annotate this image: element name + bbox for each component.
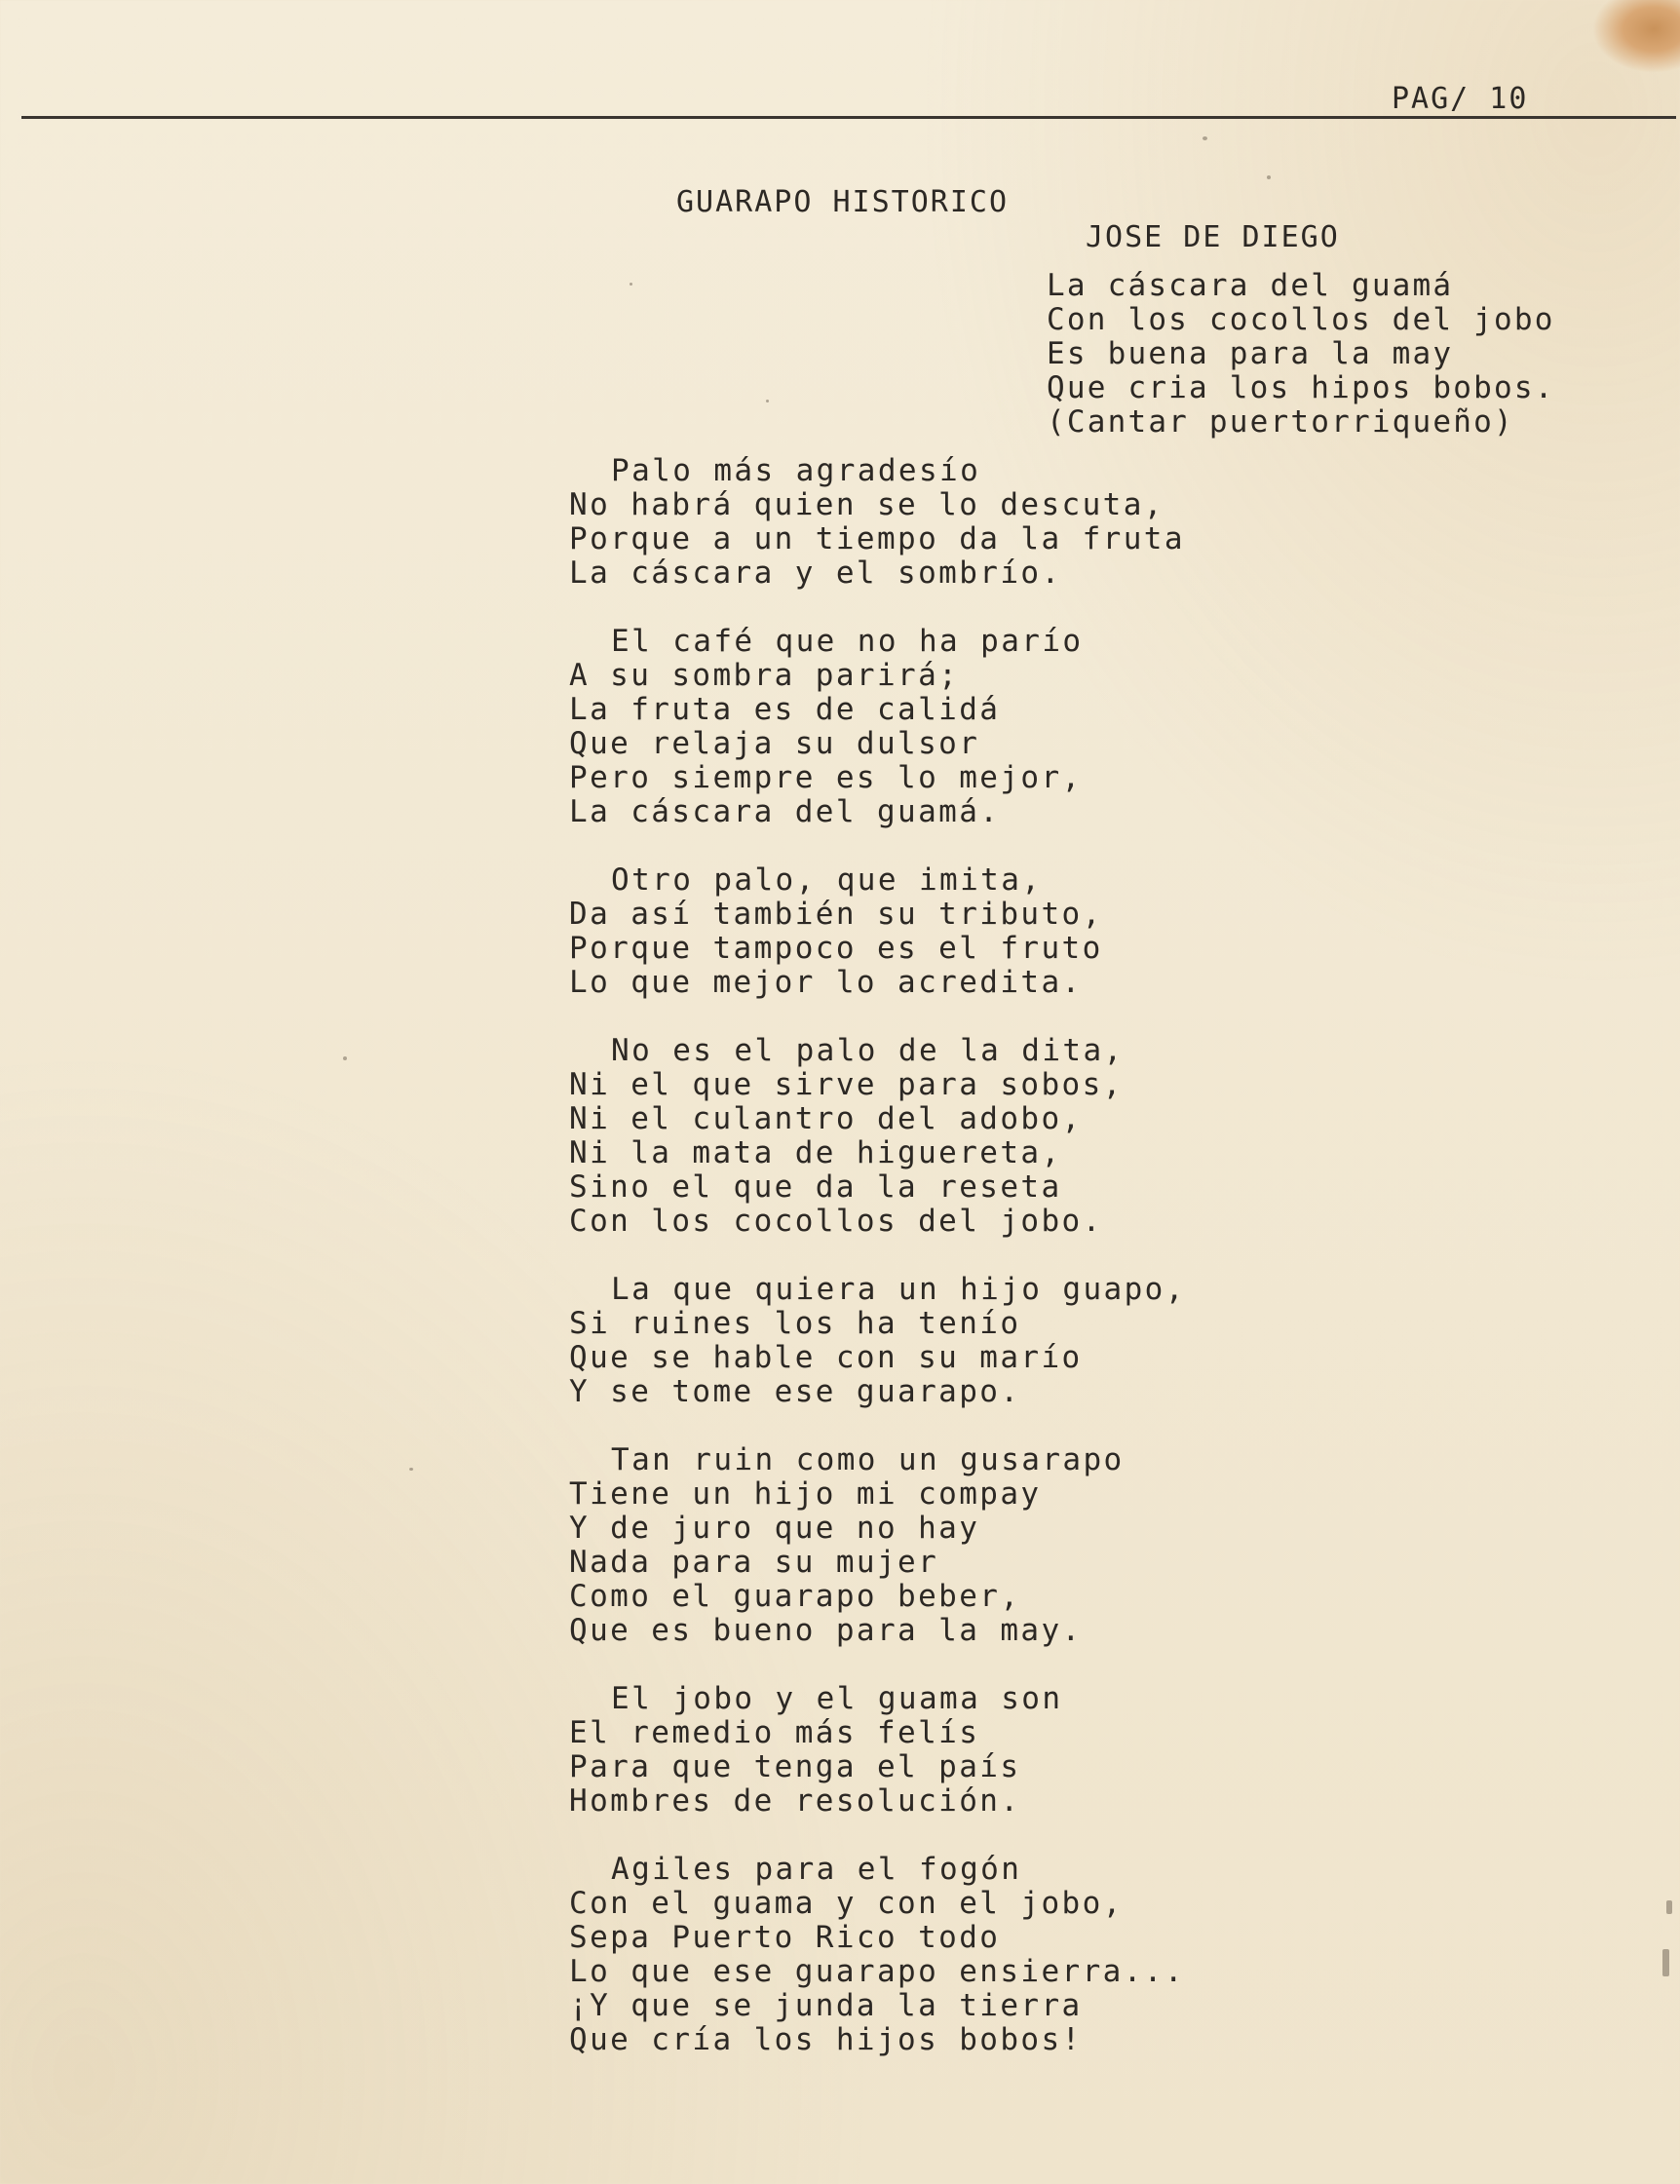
verse-line: Como el guarapo beber,	[569, 1579, 1021, 1614]
verse-line: Porque a un tiempo da la fruta	[569, 521, 1185, 556]
verse-line: A su sombra parirá;	[569, 658, 960, 693]
verse-line: La fruta es de calidá	[569, 692, 1001, 727]
verse-line: Para que tenga el país	[569, 1749, 1021, 1784]
verse-line: Tiene un hijo mi compay	[569, 1476, 1042, 1512]
verse-line: Pero siempre es lo mejor,	[569, 760, 1083, 795]
poem-author: JOSE DE DIEGO	[1086, 220, 1340, 254]
paper-speck	[766, 400, 769, 402]
verse-line: ¡Y que se junda la tierra	[569, 1988, 1083, 2023]
verse-line: Con el guama y con el jobo,	[569, 1886, 1124, 1921]
verse-line: Hombres de resolución.	[569, 1783, 1021, 1819]
verse-line: Tan ruin como un gusarapo	[611, 1442, 1125, 1477]
verse-line: La que quiera un hijo guapo,	[611, 1272, 1186, 1307]
verse-line: Ni el que sirve para sobos,	[569, 1067, 1124, 1102]
verse-line: La cáscara del guamá.	[569, 794, 1001, 829]
stanza	[569, 454, 1186, 591]
verse-line: Otro palo, que imita,	[611, 862, 1043, 898]
paper-speck	[630, 283, 632, 286]
epigraph-line: Con los cocollos del jobo	[1047, 302, 1555, 337]
verse-line: Porque tampoco es el fruto	[569, 931, 1103, 966]
stanza	[569, 1443, 1186, 1648]
stanza	[569, 625, 1186, 829]
paper-corner-damage	[1592, 0, 1680, 73]
paper-speck	[343, 1056, 347, 1060]
verse-line: Sino el que da la reseta	[569, 1169, 1062, 1205]
verse-line: Lo que mejor lo acredita.	[569, 965, 1083, 1000]
verse-line: La cáscara y el sombrío.	[569, 556, 1062, 591]
stanza	[569, 1682, 1186, 1819]
poem-title: GUARAPO HISTORICO	[676, 185, 1010, 219]
verse-line: Y de juro que no hay	[569, 1511, 980, 1546]
paper-speck	[1666, 1900, 1672, 1914]
paper-speck	[1267, 175, 1271, 179]
verse-line: No habrá quien se lo descuta,	[569, 487, 1165, 522]
verse-line: Que cría los hijos bobos!	[569, 2022, 1083, 2057]
verse-line: No es el palo de la dita,	[611, 1033, 1125, 1068]
verse-line: El jobo y el guama son	[611, 1681, 1063, 1716]
verse-line: Ni el culantro del adobo,	[569, 1101, 1083, 1136]
epigraph-attribution: (Cantar puertorriqueño)	[1047, 404, 1514, 440]
verse-line: Agiles para el fogón	[611, 1852, 1022, 1887]
verse-line: Con los cocollos del jobo.	[569, 1204, 1103, 1239]
verse-line: El café que no ha parío	[611, 624, 1084, 659]
stanza	[569, 1853, 1186, 2057]
paper-speck	[1203, 136, 1207, 140]
verse-line: Lo que ese guarapo ensierra...	[569, 1954, 1185, 1989]
verse-line: Nada para su mujer	[569, 1545, 939, 1580]
epigraph-line: Es buena para la may	[1047, 336, 1454, 371]
verse-line: Que relaja su dulsor	[569, 726, 980, 761]
page-number: PAG/ 10	[1392, 82, 1529, 116]
poem-body	[569, 454, 1186, 2091]
verse-line: Da así también su tributo,	[569, 897, 1103, 932]
verse-line: Ni la mata de higuereta,	[569, 1135, 1062, 1170]
verse-line: Sepa Puerto Rico todo	[569, 1920, 1001, 1955]
stanza	[569, 863, 1186, 1000]
paper-speck	[409, 1468, 413, 1471]
paper-speck	[1662, 1949, 1669, 1976]
stanza	[569, 1273, 1186, 1409]
verse-line: Que es bueno para la may.	[569, 1613, 1083, 1648]
verse-line: El remedio más felís	[569, 1715, 980, 1750]
verse-line: Que se hable con su marío	[569, 1340, 1083, 1375]
epigraph-line: La cáscara del guamá	[1047, 268, 1454, 303]
epigraph	[1047, 269, 1555, 440]
verse-line: Si ruines los ha tenío	[569, 1306, 1021, 1341]
epigraph-line: Que cria los hipos bobos.	[1047, 370, 1555, 405]
stanza	[569, 1034, 1186, 1239]
verse-line: Palo más agradesío	[611, 453, 981, 488]
verse-line: Y se tome ese guarapo.	[569, 1374, 1021, 1409]
header-rule	[21, 116, 1676, 119]
